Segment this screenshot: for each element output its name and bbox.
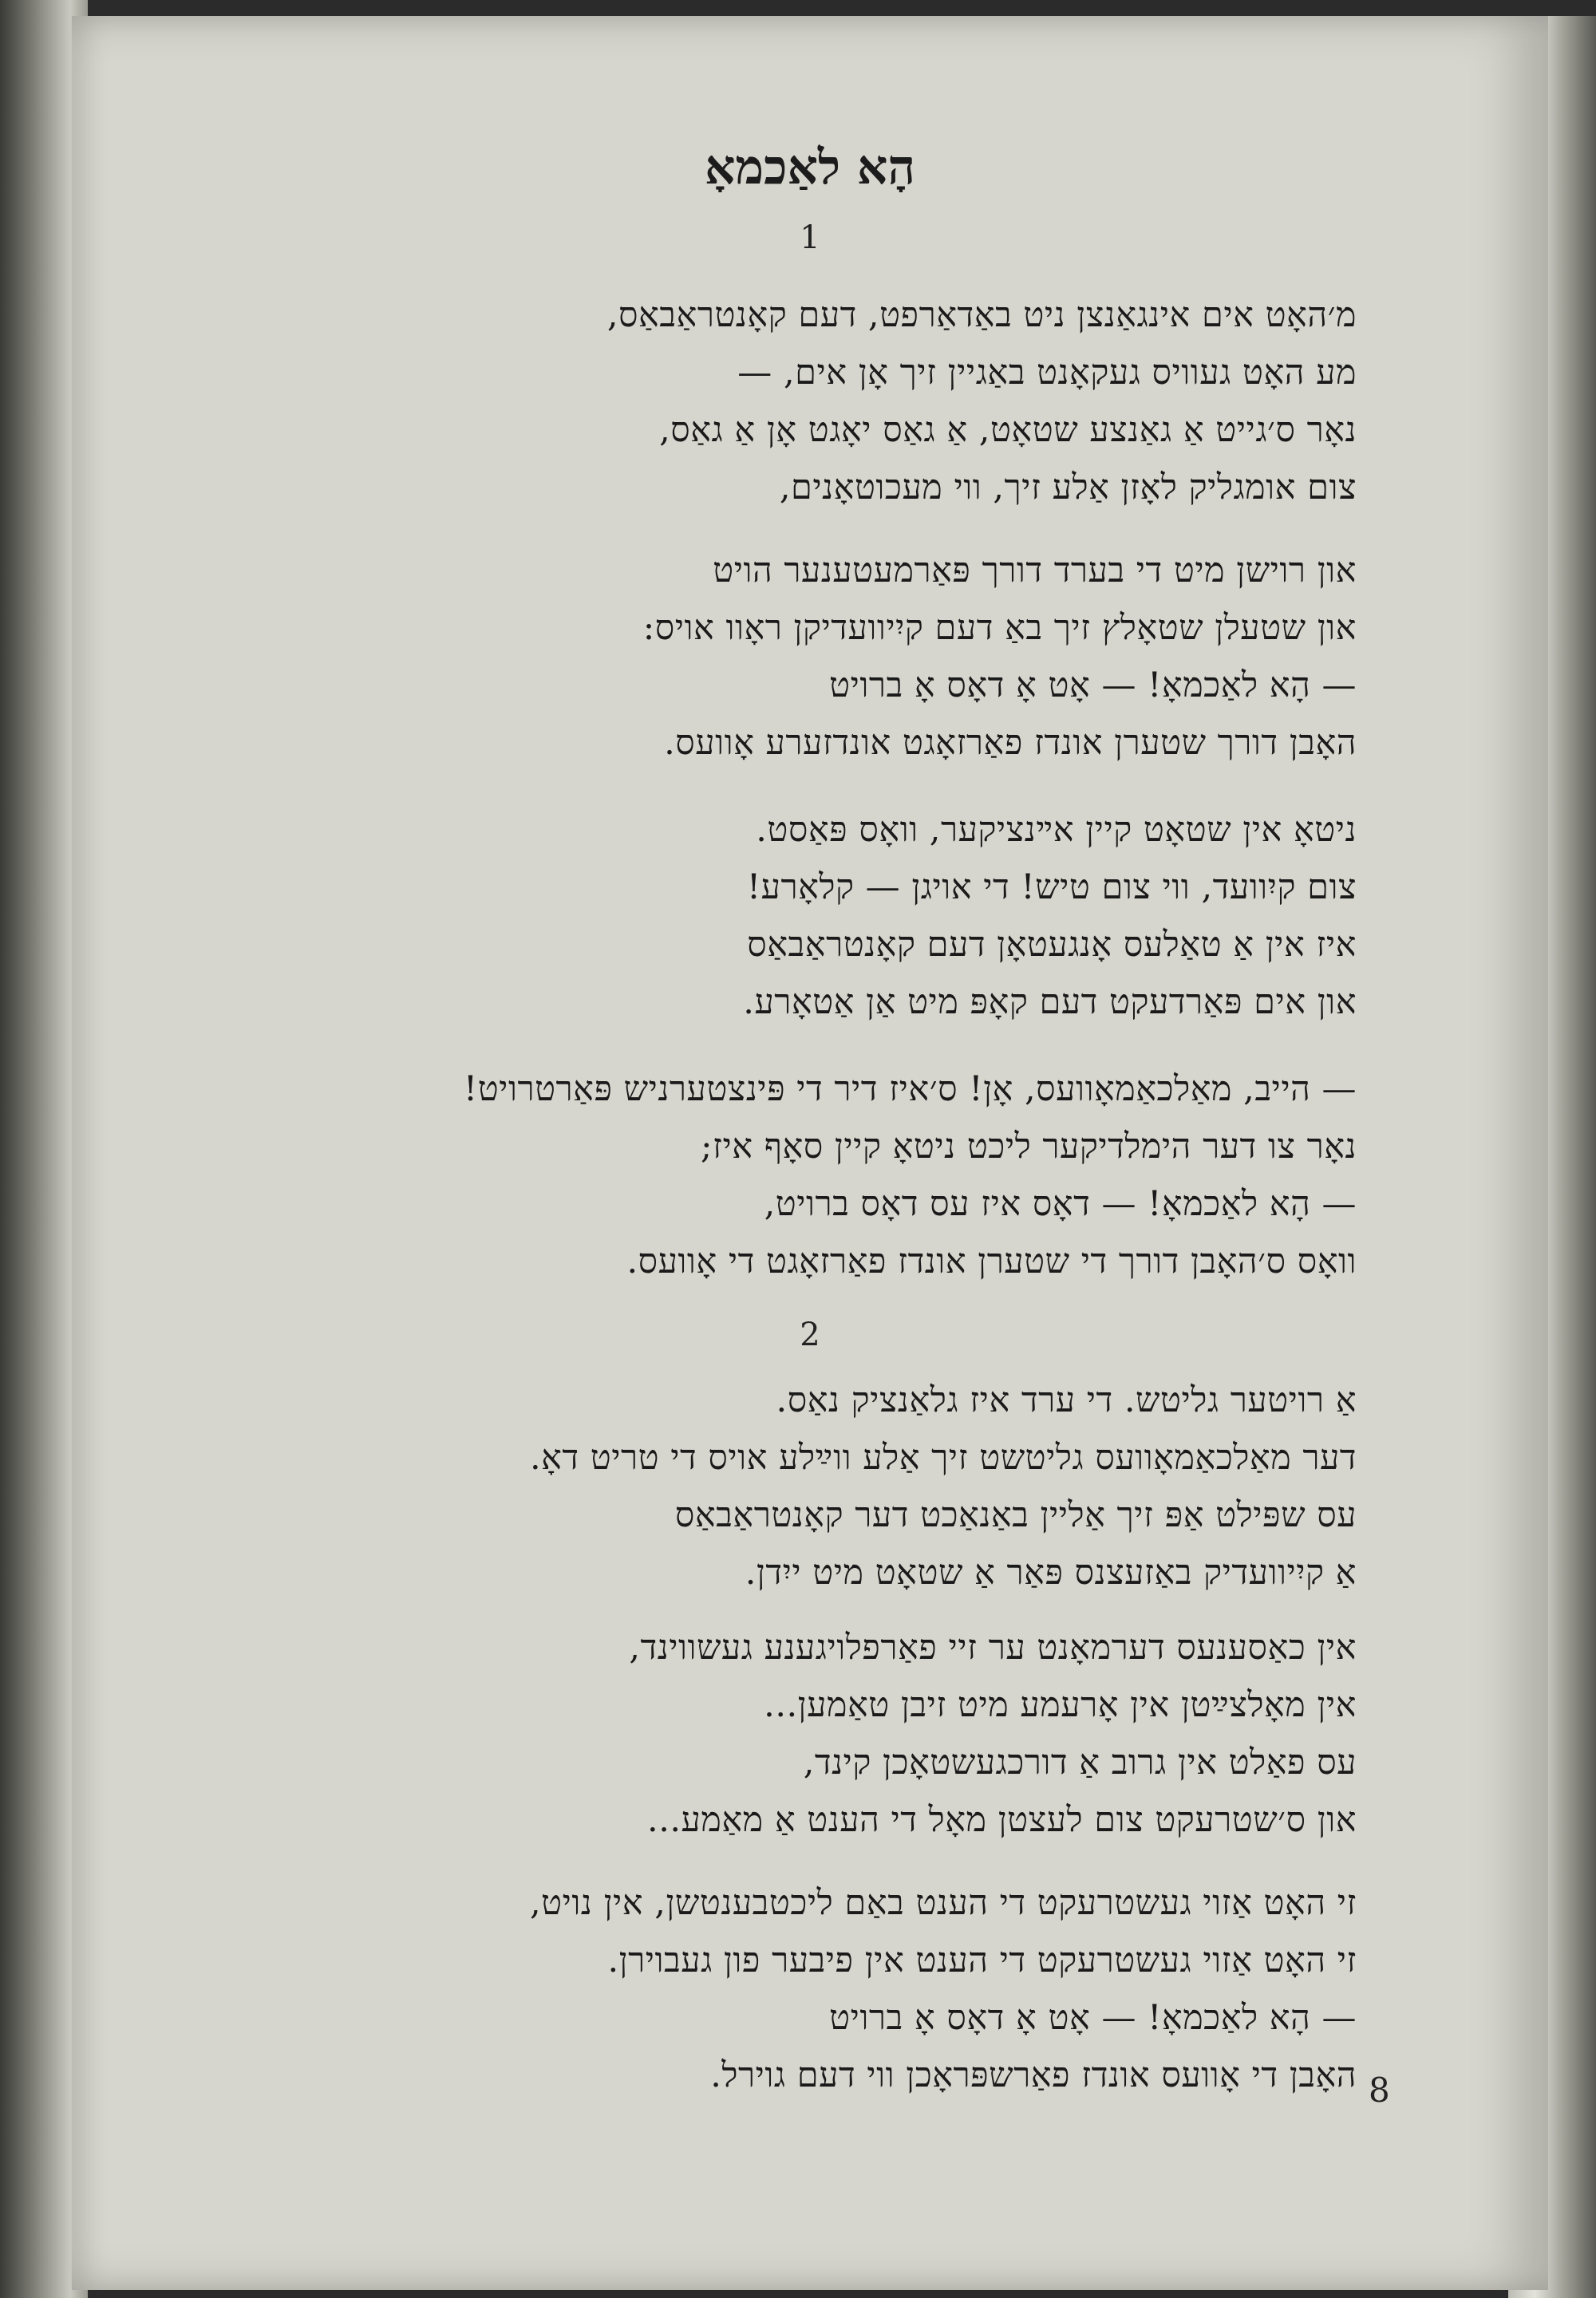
poem-line: ניטאָ אין שטאָט קיין אײנציקער, וואָס פּאַסט. xyxy=(756,810,1357,850)
poem-line: עס פאַלט אין גרוב אַ דורכגעשטאָכן קינד, xyxy=(803,1743,1357,1783)
poem-line: און אים פּאַרדעקט דעם קאָפּ מיט אַן אַטאָרע. xyxy=(743,982,1357,1022)
poem-line: עס שפּילט אַפּ זיך אַליין באַנאַכט דער קאָנטראַבאַס xyxy=(674,1495,1357,1535)
poem-line: זי האָט אַזוי געשטרעקט די הענט באַם ליכטבענטשן, אין נויט, xyxy=(530,1883,1357,1923)
poem-line: אין מאָלצײַטן אין אָרעמע מיט זיבן טאַמען... xyxy=(764,1685,1357,1725)
poem-line: אַ רויטער גליטש. די ערד איז גלאַנציק נאַס. xyxy=(776,1380,1357,1420)
poem-line: וואָס ס׳האָבן דורך די שטערן אונדז פאַרזאָגט די אָוועס. xyxy=(626,1242,1357,1281)
poem-line: צום אומגליק לאָזן אַלע זיך, ווי מעכוטאָנים, xyxy=(779,468,1357,507)
section-number: 1 xyxy=(800,219,820,256)
poem-line: — הָא לאַכמאָ! — אָט אָ דאָס אָ ברויט xyxy=(829,665,1357,705)
poem-line: מ׳האָט אים אינגאַנצן ניט באַדאַרפט, דעם קאָנטראַבאַס, xyxy=(606,295,1357,335)
poem-line: האָבן די אָוועס אונדז פאַרשפּראָכן ווי דעם גוירל. xyxy=(710,2055,1357,2095)
poem-line: איז אין אַ טאַלעס אָנגעטאָן דעם קאָנטראַבאַס xyxy=(747,925,1357,965)
poem-line: נאָר ס׳גייט אַ גאַנצע שטאָט, אַ גאַס יאָגט אָן אַ גאַס, xyxy=(659,410,1357,450)
poem-line: דער מאַלכאַמאָוועס גליטשט זיך אַלע ווײַלע אויס די טריט דאָ. xyxy=(529,1438,1357,1478)
page-number: 8 xyxy=(1369,2071,1390,2110)
poem-title: הָא לאַכמאָ xyxy=(705,140,915,195)
poem-line: — הָא לאַכמאָ! — דאָס איז עס דאָס ברויט, xyxy=(764,1184,1357,1224)
poem-line: און רוישן מיט די בערד דורך פּאַרמעטענער הויט xyxy=(713,551,1357,590)
book-page xyxy=(72,16,1548,2290)
poem-line: צום קיִוועד, ווי צום טיש! די אויגן — קלאָרע! xyxy=(746,867,1357,907)
poem-line: מע האָט געוויס געקאָנט באַגיין זיך אָן אים, — xyxy=(737,353,1357,393)
poem-line: אַ קיִיוועדיק באַזעצנס פּאַר אַ שטאָט מיט ייִדן. xyxy=(745,1553,1357,1593)
poem-line: — הָא לאַכמאָ! — אָט אָ דאָס אָ ברויט xyxy=(829,1998,1357,2038)
poem-line: — הייב, מאַלכאַמאָוועס, אָן! ס׳איז דיר די פּינצטערניש פּאַרטרויט! xyxy=(463,1069,1357,1109)
poem-line: אין כאַסענעס דערמאָנט ער זיי פאַרפלויגענע געשווינד, xyxy=(629,1628,1357,1668)
poem-line: האָבן דורך שטערן אונדז פאַרזאָגט אונדזערע אָוועס. xyxy=(664,723,1357,763)
poem-line: און ס׳שטרעקט צום לעצטן מאָל די הענט אַ מאַמע... xyxy=(647,1800,1357,1840)
poem-line: זי האָט אַזוי געשטרעקט די הענט אין פיבער פון געבוירן. xyxy=(607,1941,1357,1980)
poem-line: און שטעלן שטאָלץ זיך באַ דעם קיִיוועדיקן ראָוו אויס: xyxy=(642,608,1357,648)
poem-line: נאָר צו דער הימלדיקער ליכט ניטאָ קיין סאָף איז; xyxy=(701,1127,1357,1167)
section-number: 2 xyxy=(800,1317,820,1353)
